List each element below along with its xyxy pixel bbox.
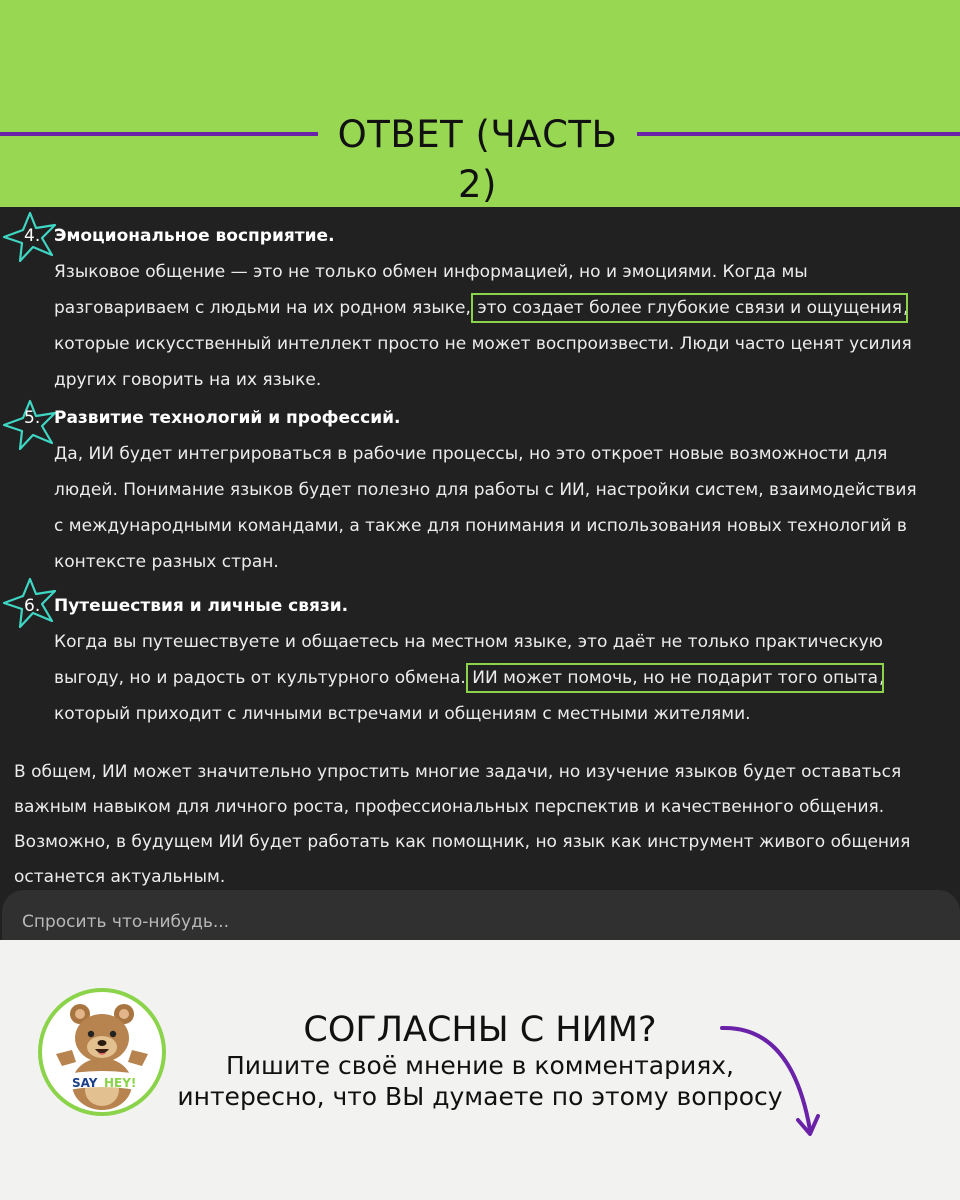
svg-text:SAY: SAY (72, 1076, 98, 1090)
cta-title: СОГЛАСНЫ С НИМ? (303, 1010, 657, 1050)
sayhey-logo (38, 988, 166, 1116)
body-text: разговариваем с людьми на их родном языке, (54, 298, 477, 318)
header-rule-left (0, 132, 318, 136)
body-line: который приходит с личными встречами и общениям с местными жителями. (54, 704, 751, 724)
item-title: Эмоциональное восприятие. (54, 226, 335, 246)
body-line: Языковое общение — это не только обмен информацией, но и эмоциями. Когда мы (54, 262, 808, 282)
header-banner (0, 0, 960, 207)
highlighted-phrase: ИИ может помочь, но не подарит того опыта (472, 668, 879, 688)
item-title: Развитие технологий и профессий. (54, 408, 401, 428)
body-line: которые искусственный интеллект просто не может воспроизвести. Люди часто ценят усилия (54, 334, 912, 354)
body-line: контексте разных стран. (54, 552, 279, 572)
body-line: В общем, ИИ может значительно упростить многие задачи, но изучение языков будет оставаться (14, 762, 902, 782)
item-title: Путешествия и личные связи. (54, 596, 349, 616)
body-line: останется актуальным. (14, 867, 226, 887)
body-text: , (902, 298, 909, 318)
header-rule-right (637, 132, 960, 136)
item-number: 6. (24, 596, 41, 616)
body-line (54, 296, 908, 320)
cta-text (150, 1050, 810, 1112)
body-line (54, 666, 884, 690)
item-number: 5. (24, 408, 41, 428)
page-title: ОТВЕТ (ЧАСТЬ 2) (337, 113, 618, 206)
body-line: Возможно, в будущем ИИ будет работать как помощник, но язык как инструмент живого общения (14, 832, 911, 852)
svg-text:HEY!: HEY! (104, 1076, 137, 1090)
body-line: людей. Понимание языков будет полезно для работы с ИИ, настройки систем, взаимодействия (54, 480, 917, 500)
body-line: Когда вы путешествуете и общаетесь на местном языке, это даёт не только практическую (54, 632, 883, 652)
footer-cta (0, 940, 960, 1200)
body-line: важным навыком для личного роста, профессиональных перспектив и качественного общения. (14, 797, 885, 817)
cta-line: интересно, что ВЫ думаете по этому вопросу (177, 1082, 783, 1111)
quokka-mascot-icon (42, 992, 162, 1112)
ask-input[interactable] (20, 908, 724, 936)
curved-arrow-icon (712, 1018, 832, 1148)
item-number: 4. (24, 226, 41, 246)
chat-response-area (0, 207, 960, 940)
cta-line: Пишите своё мнение в комментариях, (226, 1051, 734, 1080)
highlighted-phrase: это создает более глубокие связи и ощущения (477, 298, 902, 318)
body-line: других говорить на их языке. (54, 370, 322, 390)
body-text: выгоду, но и радость от культурного обмена. (54, 668, 472, 688)
body-line: с международными командами, а также для понимания и использования новых технологий в (54, 516, 907, 536)
body-text: , (879, 668, 885, 688)
body-line: Да, ИИ будет интегрироваться в рабочие процессы, но это откроет новые возможности для (54, 444, 888, 464)
